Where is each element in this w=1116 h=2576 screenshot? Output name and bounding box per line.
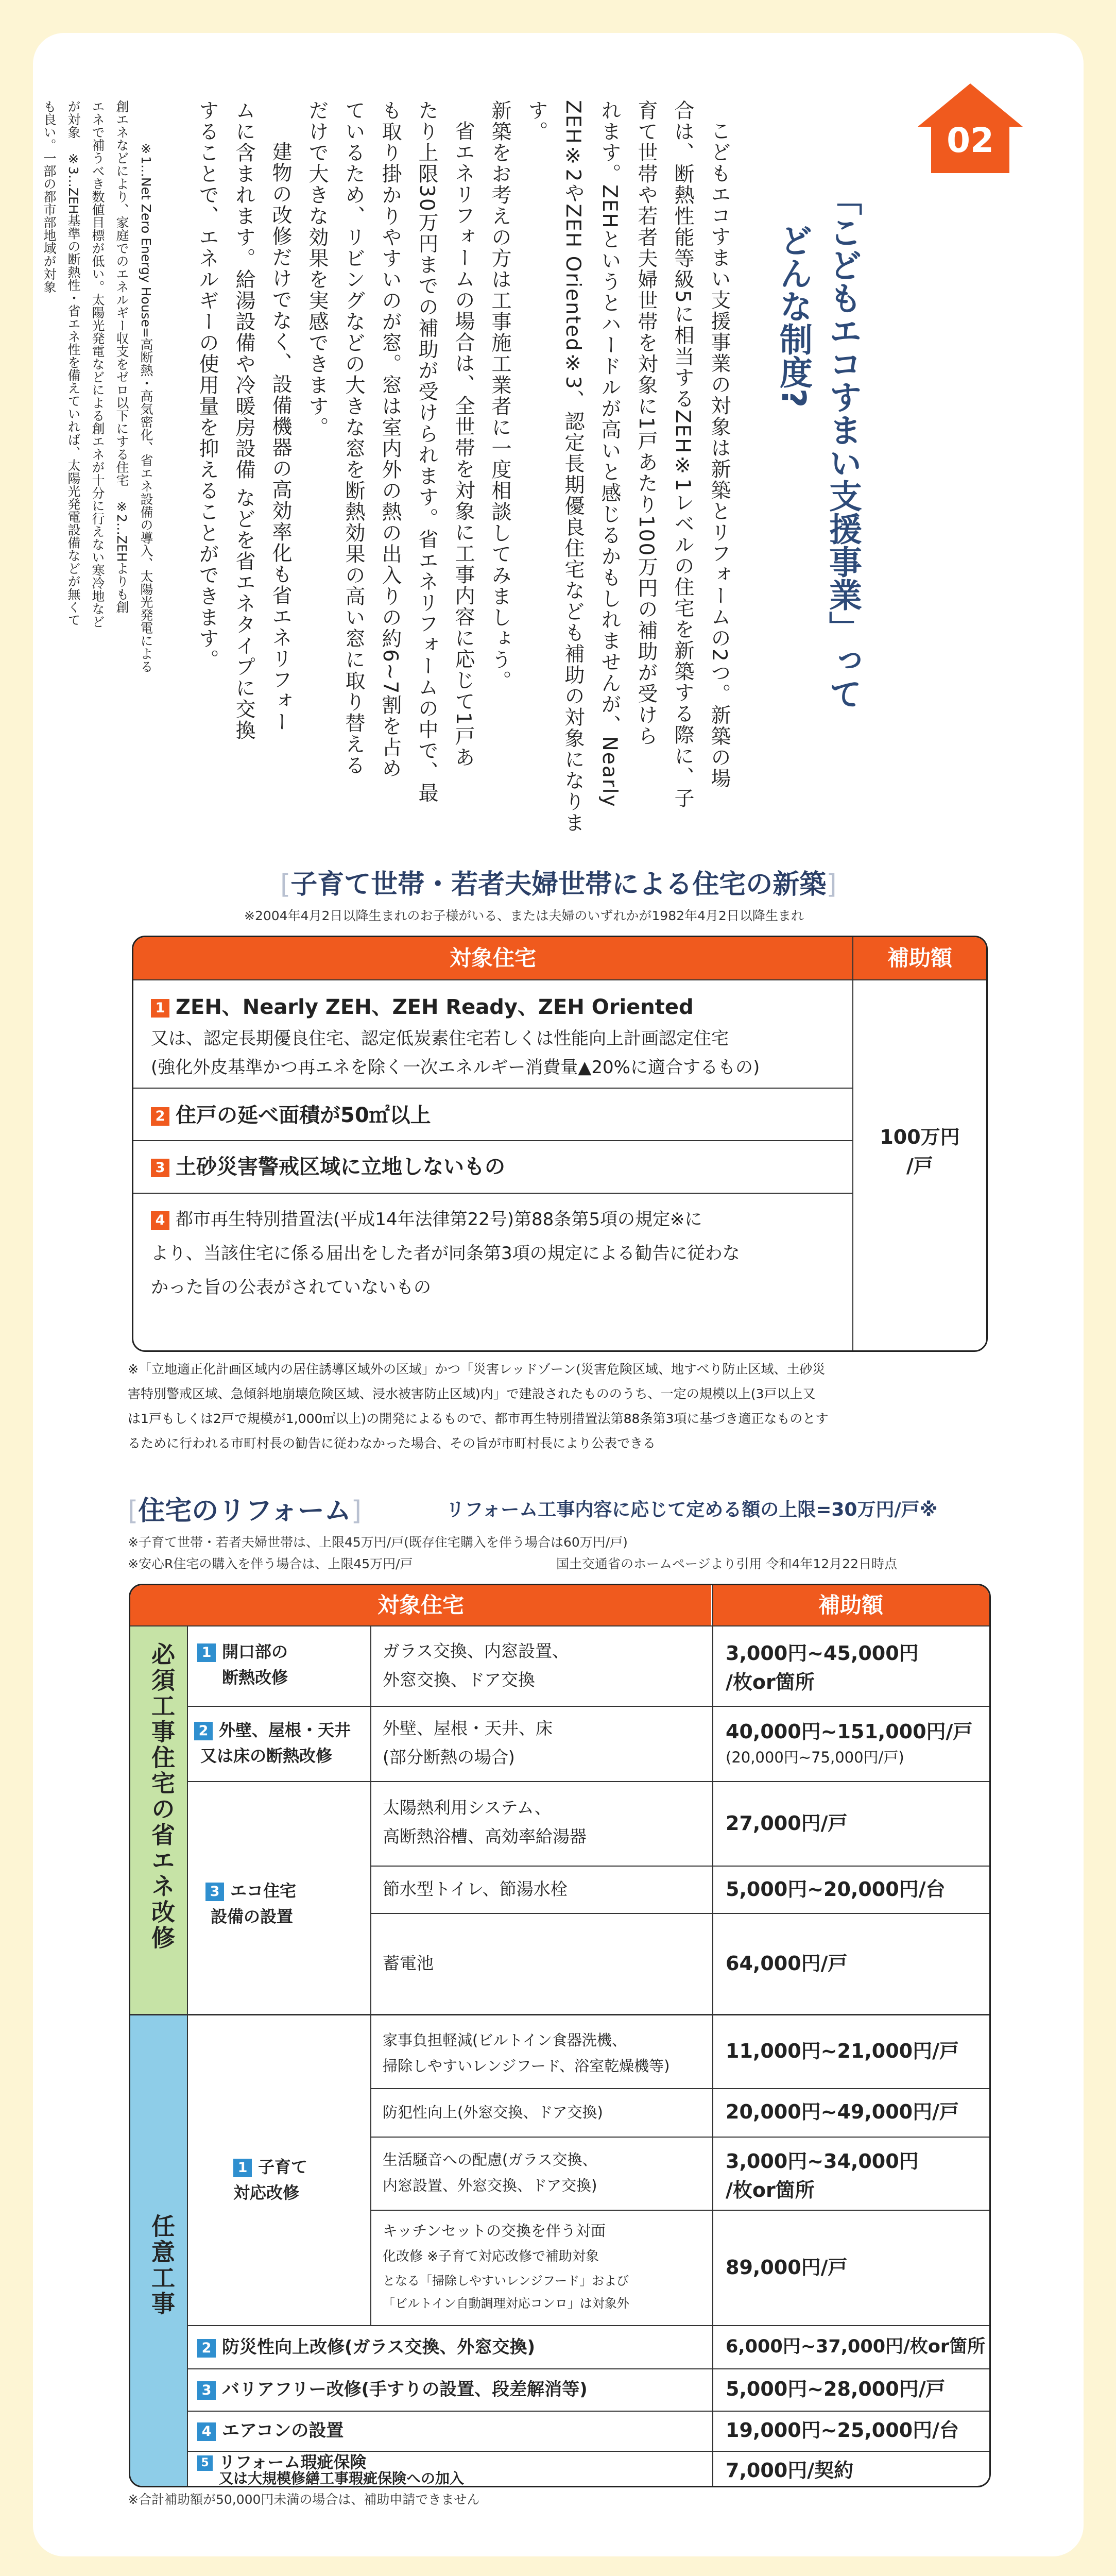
g2-amount-1a: 11,000円~21,000円/戸 <box>726 2040 959 2062</box>
g1-desc-3c: 蓄電池 <box>383 1953 434 1973</box>
g1-cat-3: 3 エコ住宅 設備の設置 <box>205 1878 370 1929</box>
intro-body-5: ZEH※2やZEH Oriented※3、認定長期優良住宅なども補助の対象になります。 <box>525 100 585 834</box>
reform-source: 国土交通省のホームページより引用 令和4年12月22日時点 <box>556 1556 897 1571</box>
reform-note-1: ※子育て世帯・若者夫婦世帯は、上限45万円/戸(既存住宅購入を伴う場合は60万円/戸) <box>128 1535 628 1550</box>
g2-row-5: 5 リフォーム瑕疵保険 又は大規模修繕工事瑕疵保険への加入 <box>197 2455 464 2486</box>
g1-desc-2: 外壁、屋根・天井、床 (部分断熱の場合) <box>383 1718 553 1767</box>
number-badge: 2 <box>151 1107 169 1126</box>
g1-desc-3b: 節水型トイレ、節湯水栓 <box>383 1879 568 1899</box>
reform-note-2: ※安心R住宅の購入を伴う場合は、上限45万円/戸 <box>128 1556 413 1571</box>
number-badge: 2 <box>194 1722 213 1740</box>
newbuild-header-target: 対象住宅 <box>133 937 852 979</box>
reform-table <box>129 1584 991 2487</box>
number-badge: 1 <box>233 2159 252 2177</box>
newbuild-table <box>132 936 988 1352</box>
number-badge: 4 <box>151 1211 169 1230</box>
reform-header-amount: 補助額 <box>712 1585 989 1625</box>
intro-note-5: も良い。一部の都市部地域が対象 <box>42 100 57 293</box>
g2-row-2: 2 防災性向上改修(ガラス交換、外窓交換) <box>197 2334 535 2360</box>
intro-body-6: 新築をお考えの方は工事施工業者に一度相談してみましょう。 <box>488 100 511 691</box>
intro-note-2: 創エネなどにより、家庭でのエネルギー収支をゼロ以下にする住宅 ※2…ZEHよりも創 <box>114 100 129 614</box>
g1-amount-3b: 5,000円~20,000円/台 <box>726 1878 946 1901</box>
group1-label: 必須工事住宅の省エネ改修 <box>148 1642 176 1951</box>
g1-amount-3a: 27,000円/戸 <box>726 1812 848 1835</box>
number-badge: 3 <box>197 2381 216 2400</box>
newbuild-row-3: 3 土砂災害警戒区域に立地しないもの <box>151 1150 846 1180</box>
reform-footnote: ※合計補助額が50,000円未満の場合は、補助申請できません <box>128 2492 480 2507</box>
newbuild-row-4: 4 都市再生特別措置法(平成14年法律第22号)第88条第5項の規定※に より、当該住宅に係る届出をした者が同条第3項の規定による勧告に従わな かった旨の公表がされていないもの <box>151 1209 740 1298</box>
number-badge: 4 <box>197 2422 216 2441</box>
intro-body-7: 省エネリフォームの場合は、全世帯を対象に工事内容に応じて1戸あ <box>452 121 475 768</box>
g2-amount-2: 6,000円~37,000円/枚or箇所 <box>726 2336 986 2357</box>
g2-cat-1: 1 子育て 対応改修 <box>233 2157 308 2202</box>
intro-body-2: 合は、断熱性能等級5に相当するZEH※1レベルの住宅を新築する際に、子 <box>671 100 694 809</box>
intro-body-14: することで、エネルギーの使用量を抑えることができます。 <box>196 100 219 670</box>
intro-title-1: 「こどもエコすまい支援事業」って <box>823 182 862 710</box>
intro-vertical-text <box>37 100 975 837</box>
g2-amount-1c: 3,000円~34,000円 /枚or箇所 <box>726 2150 919 2201</box>
g1-cat-2: 2 外壁、屋根・天井 又は床の断熱改修 <box>194 1717 369 1769</box>
intro-note-1: ※1…Net Zero Energy House=高断熱・高気密化、省エネ設備の導入、太陽光発電による <box>139 141 153 673</box>
g2-row-4: 4 エアコンの設置 <box>197 2418 344 2444</box>
intro-note-4: が対象 ※3…ZEH基準の断熱性・省エネ性を備えていれば、太陽光発電設備などが無くて <box>66 100 81 626</box>
g2-amount-1d: 89,000円/戸 <box>726 2256 848 2279</box>
g2-amount-4: 19,000円~25,000円/台 <box>726 2419 959 2442</box>
intro-body-11: だけで大きな効果を実感できます。 <box>305 100 329 438</box>
newbuild-row-2: 2 住戸の延べ面積が50㎡以上 <box>151 1099 846 1128</box>
g1-amount-1: 3,000円~45,000円 /枚or箇所 <box>726 1642 919 1693</box>
g2-desc-1d: キッチンセットの交換を伴う対面 化改修 ※子育て対応改修で補助対象 となる「掃除しやすいレンジフード」および 「ビルトイン自動調理対応コンロ」は対象外 <box>383 2222 629 2311</box>
intro-body-1: こどもエコすまい支援事業の対象は新築とリフォームの2つ。新築の場 <box>708 121 731 789</box>
group2-label: 任意工事 <box>148 2214 176 2317</box>
g2-desc-1a: 家事負担軽減(ビルトイン食器洗機、 掃除しやすいレンジフード、浴室乾燥機等) <box>383 2031 670 2075</box>
number-badge: 1 <box>197 1643 216 1662</box>
intro-body-4: れます。ZEHというとハードルが高いと感じるかもしれませんが、Nearly <box>598 100 621 808</box>
intro-title-2: どんな制度? <box>774 224 812 408</box>
number-badge: 2 <box>197 2339 216 2358</box>
g2-amount-1b: 20,000円~49,000円/戸 <box>726 2100 959 2123</box>
g1-amount-3c: 64,000円/戸 <box>726 1952 848 1975</box>
badge-number: 02 <box>947 121 994 160</box>
g2-amount-5: 7,000円/契約 <box>726 2459 854 2482</box>
reform-header-target: 対象住宅 <box>130 1585 711 1625</box>
newbuild-amount: 100万円 /戸 <box>880 1126 960 1177</box>
number-badge: 3 <box>205 1883 224 1901</box>
intro-body-3: 育て世帯や若者夫婦世帯を対象に1戸あたり100万円の補助が受けら <box>634 100 658 747</box>
content-card <box>33 33 1084 2556</box>
intro-body-10: ているため、リビングなどの大きな窓を断熱効果の高い窓に取り替える <box>342 100 365 776</box>
g1-cat-1: 1 開口部の 断熱改修 <box>197 1639 367 1690</box>
intro-body-9: も取り掛かりやすいのが窓。窓は室内外の熱の出入りの約6~7割を占め <box>379 100 402 779</box>
newbuild-footnote: ※「立地適正化計画区域内の居住誘導区域外の区域」かつ「災害レッドゾーン(災害危険区域、地すべり防止区域、土砂災 害特別警戒区域、急傾斜地崩壊危険区域、浸水被害防止区域)内」で建設されたもののうち、一定の規模以上(3戸以上又 は1戸もしくは2戸で規模が1,000㎡以上)の開発によるもので、都市再生特別措置法第88条第3項に基づき適正なものとす るために行われる市町村長の勧告に従わなかった場合、その旨が市町村長により公表できる <box>128 1362 829 1451</box>
number-badge: 5 <box>197 2455 213 2471</box>
g1-desc-3a: 太陽熱利用システム、 高断熱浴槽、高効率給湯器 <box>383 1798 587 1846</box>
intro-note-3: エネで補うべき数値目標が低い。太陽光発電などによる創エネが十分に行えない寒冷地など <box>90 100 105 628</box>
g1-amount-2: 40,000円~151,000円/戸 (20,000円~75,000円/戸) <box>726 1720 973 1766</box>
g2-row-3: 3 バリアフリー改修(手すりの設置、段差解消等) <box>197 2377 588 2402</box>
number-badge: 1 <box>151 999 169 1018</box>
newbuild-title: [子育て世帯・若者夫婦世帯による住宅の新築] <box>280 869 837 900</box>
reform-title: [住宅のリフォーム] <box>128 1496 362 1527</box>
intro-body-8: たり上限30万円までの補助が受けられます。省エネリフォームの中で、最 <box>415 100 438 804</box>
g2-desc-1c: 生活騒音への配慮(ガラス交換、 内窓設置、外窓交換、ドア交換) <box>383 2151 597 2194</box>
intro-body-12: 建物の改修だけでなく、設備機器の高効率化も省エネリフォー <box>269 141 292 733</box>
g2-desc-1b: 防犯性向上(外窓交換、ドア交換) <box>383 2104 603 2121</box>
g2-amount-3: 5,000円~28,000円/戸 <box>726 2378 946 2400</box>
newbuild-row-1: 1 ZEH、Nearly ZEH、ZEH Ready、ZEH Oriented 又は、認定長期優良住宅、認定低炭素住宅若しくは性能向上計画認定住宅 (強化外皮基準かつ再エネを除く一次エネルギー消費量▲20%に適合するもの) <box>151 995 760 1078</box>
reform-subtitle: リフォーム工事内容に応じて定める額の上限=30万円/戸※ <box>446 1499 938 1520</box>
intro-body-13: ムに含まれます。給湯設備や冷暖房設備 などを省エネタイプに交換 <box>232 100 255 741</box>
newbuild-eligibility-note: ※2004年4月2日以降生まれのお子様がいる、または夫婦のいずれかが1982年4月2日以降生まれ <box>244 908 804 923</box>
g1-desc-1: ガラス交換、内窓設置、 外窓交換、ドア交換 <box>383 1641 570 1690</box>
number-badge: 3 <box>151 1159 169 1177</box>
newbuild-header-amount: 補助額 <box>853 937 986 979</box>
